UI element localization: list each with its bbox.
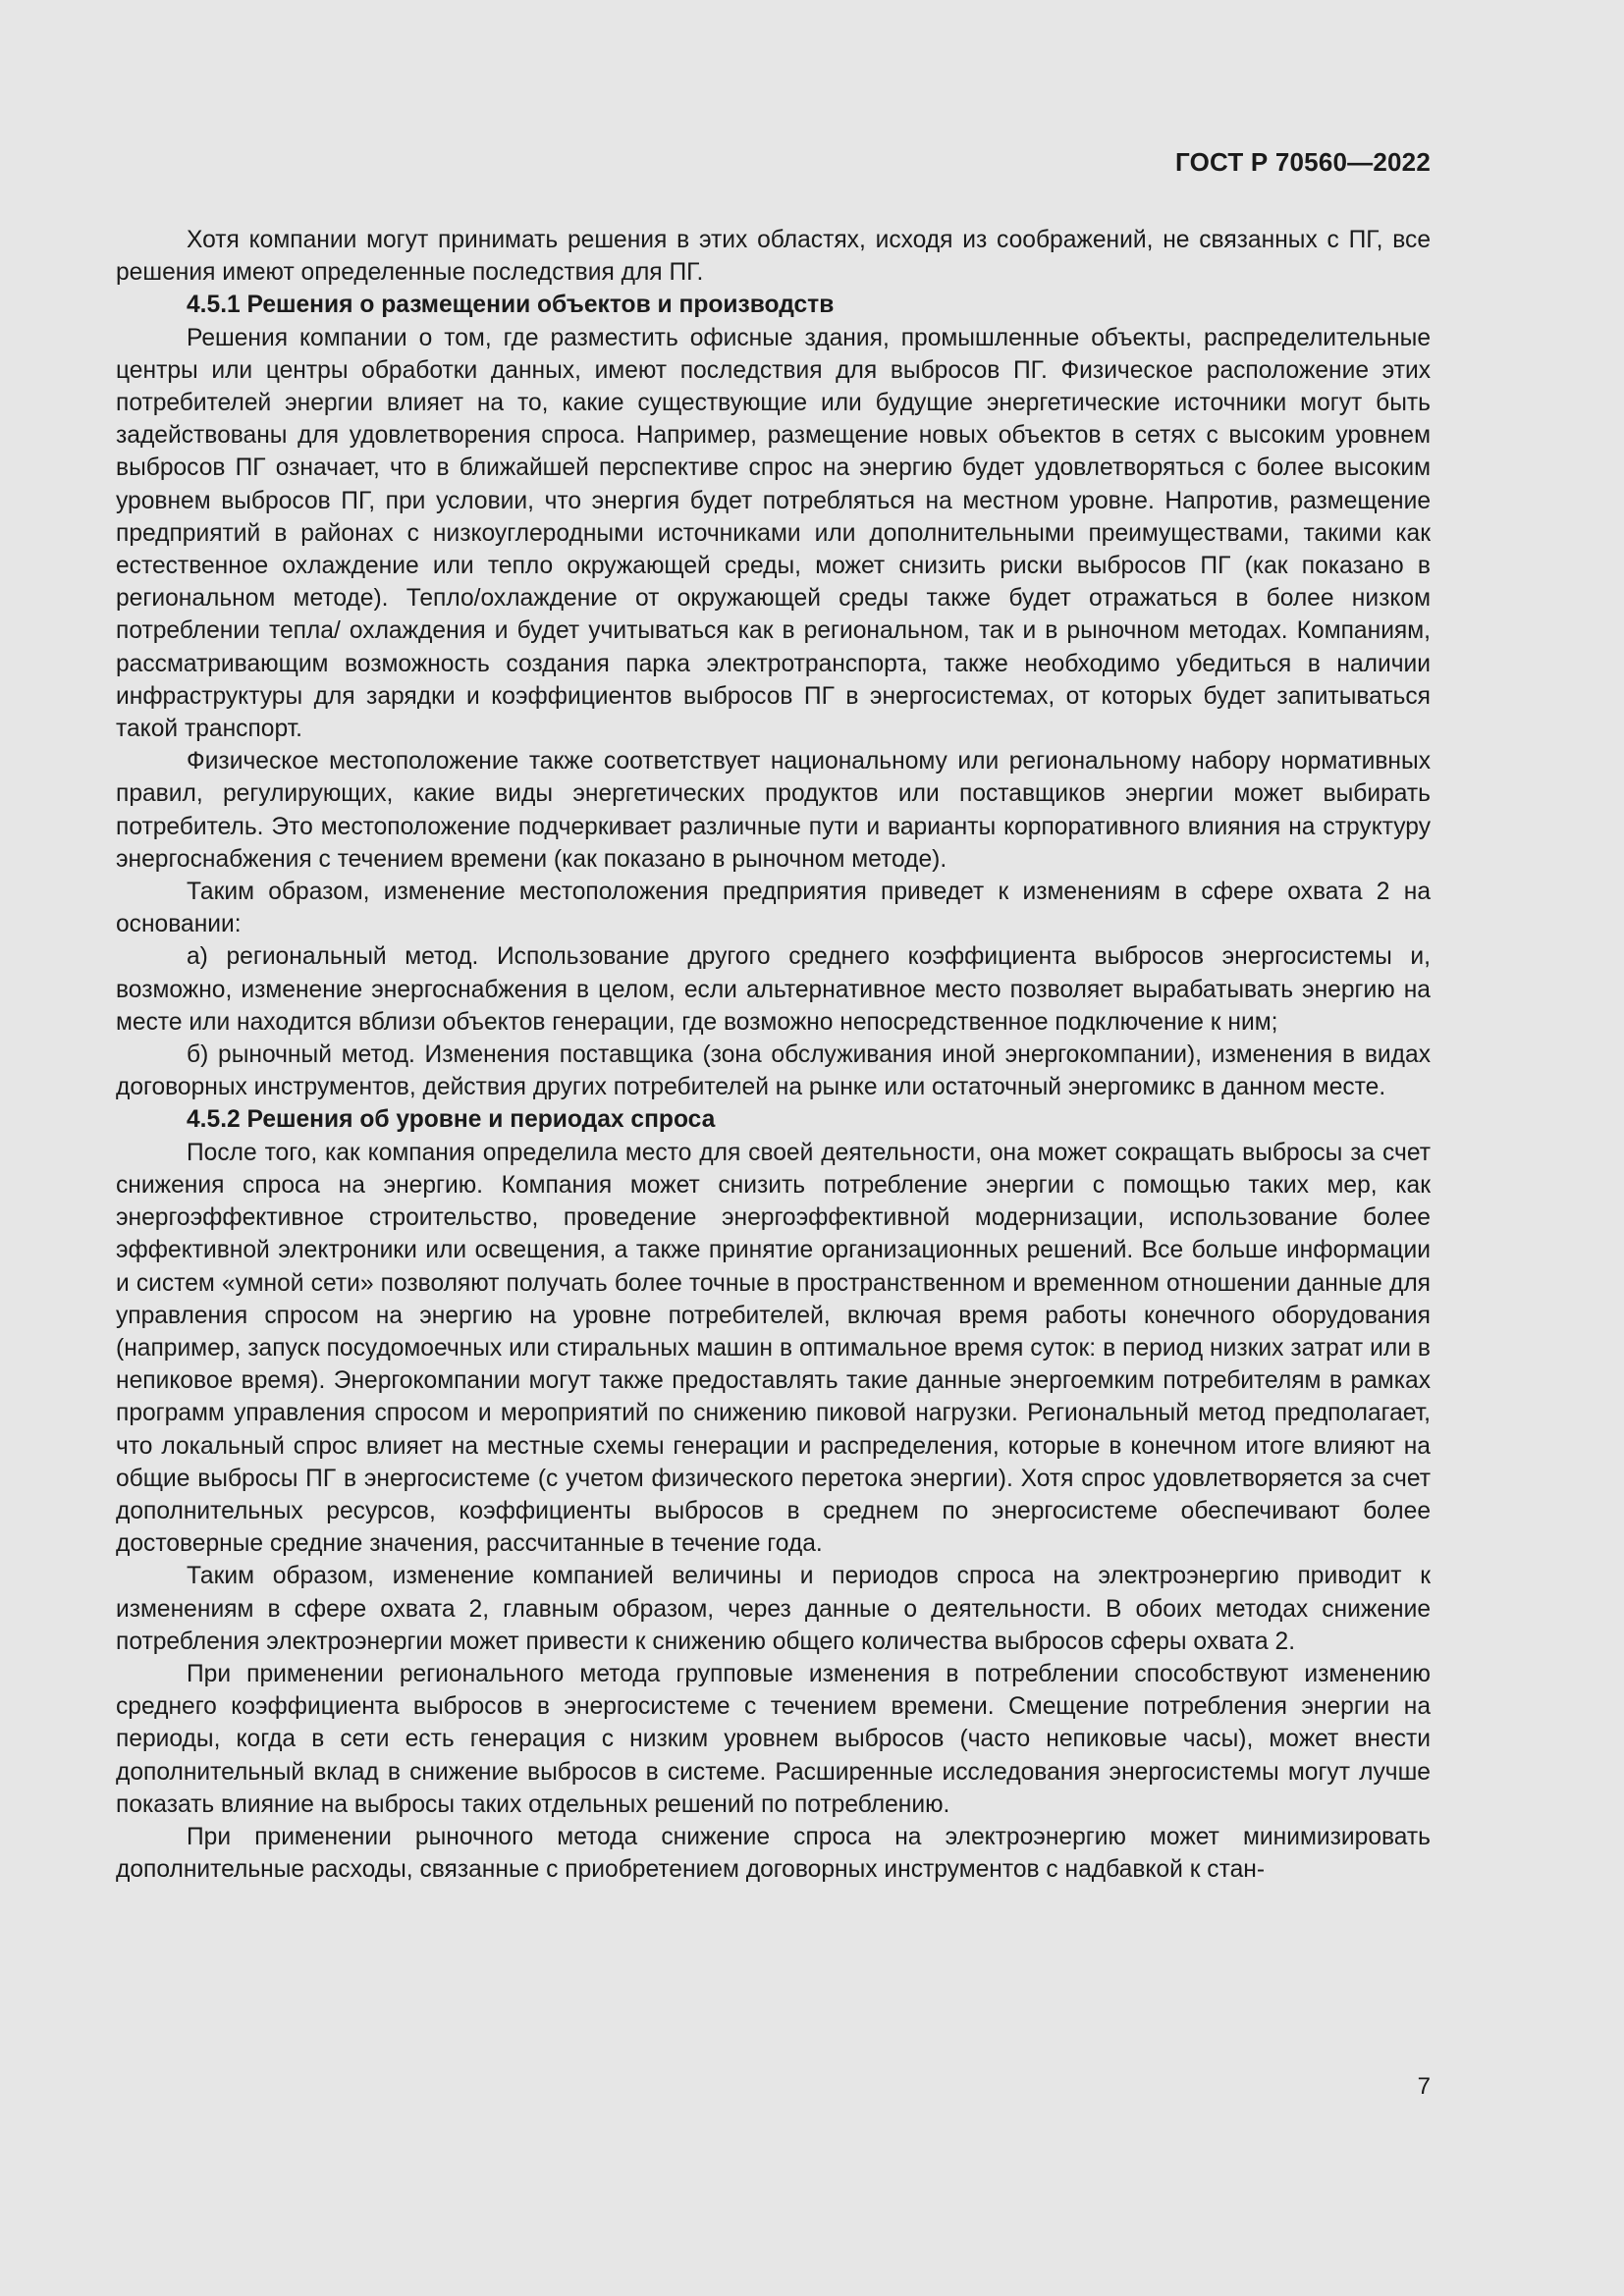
paragraph-regional-method-consumption: При применении регионального метода групповые изменения в потреблении способствуют изменению среднего коэффициента выбросов в энергосистеме с течением времени. Смещение потребления энергии на периоды, когда в сети есть генерация с низким уровнем выбросов (часто непиковые часы), может внести дополнительный вклад в снижение выбросов в системе. Расширенные исследования энергосистемы могут лучше показать влияние на выбросы таких отдельных решений по потреблению. [116,1660,1431,1818]
paragraph-intro: Хотя компании могут принимать решения в этих областях, исходя из соображений, не связанных с ПГ, все решения имеют определенные последствия для ПГ. [116,227,1431,287]
paragraph-location-decisions: Решения компании о том, где разместить офисные здания, промышленные объекты, распределительные центры или центры обработки данных, имеют последствия для выбросов ПГ. Физическое расположение этих потребителей энергии влияет на то, какие существующие или будущие энергетические источники могут быть задействованы для удовлетворения спроса. Например, размещение новых объектов в сетях с высоким уровнем выбросов ПГ означает, что в ближайшей перспективе спрос на энергию будет удовлетворяться с более высоким уровнем выбросов ПГ, при условии, что энергия будет потребляться на местном уровне. Напротив, размещение предприятий в районах с низкоуглеродными источниками или дополнительными преимуществами, такими как естественное охлаждение или тепло окружающей среды, может снизить риски выбросов ПГ (как показано в региональном методе). Тепло/охлаждение от окружающей среды также будет отражаться в более низком потреблении тепла/ охлаждения и будет учитываться как в региональном, так и в рыночном методах. Компаниям, рассматривающим возможность создания парка электротранспорта, также необходимо убедиться в наличии инфраструктуры для зарядки и коэффициентов выбросов ПГ в энергосистемах, от которых будет запитываться такой транспорт. [116,324,1431,743]
paragraph-demand-change-scope2: Таким образом, изменение компанией величины и периодов спроса на электроэнергию приводит к изменениям в сфере охвата 2, главным образом, через данные о деятельности. В обоих методах снижение потребления электроэнергии может привести к снижению общего количества выбросов сферы охвата 2. [116,1563,1431,1655]
paragraph-location-change: Таким образом, изменение местоположения предприятия приведет к изменениям в сфере охвата 2 на основании: [116,879,1431,938]
paragraph-physical-location: Физическое местоположение также соответствует национальному или региональному набору нормативных правил, регулирующих, какие виды энергетических продуктов или поставщиков энергии может выбирать потребитель. Это местоположение подчеркивает различные пути и варианты корпоративного влияния на структуру энергоснабжения с течением времени (как показано в рыночном методе). [116,748,1431,873]
page-number: 7 [1417,2073,1431,2100]
section-heading-4-5-1: 4.5.1 Решения о размещении объектов и производств [187,292,835,319]
document-body [116,224,1431,1886]
paragraph-market-method-demand: При применении рыночного метода снижение спроса на электроэнергию может минимизировать дополнительные расходы, связанные с приобретением договорных инструментов с надбавкой к стан- [116,1823,1431,1884]
paragraph-demand-reduction: После того, как компания определила место для своей деятельности, она может сокращать выбросы за счет снижения спроса на энергию. Компания может снизить потребление энергии с помощью таких мер, как энергоэффективное строительство, проведение энергоэффективной модернизации, использование более эффективной электроники или освещения, а также принятие организационных решений. Все больше информации и систем «умной сети» позволяют получать более точные в пространственном и временном отношении данные для управления спросом на энергию на уровне потребителей, включая время работы конечного оборудования (например, запуск посудомоечных или стиральных машин в оптимальное время суток: в период низких затрат или в непиковое время). Энергокомпании могут также предоставлять такие данные энергоемким потребителям в рамках программ управления спросом и мероприятий по снижению пиковой нагрузки. Региональный метод предполагает, что локальный спрос влияет на местные схемы генерации и распределения, которые в конечном итоге влияют на общие выбросы ПГ в энергосистеме (с учетом физического перетока энергии). Хотя спрос удовлетворяется за счет дополнительных ресурсов, коэффициенты выбросов в среднем по энергосистеме обеспечивают более достоверные средние значения, рассчитанные в течение года. [116,1139,1431,1558]
document-id-header: ГОСТ Р 70560—2022 [1175,147,1431,177]
section-heading-4-5-2: 4.5.2 Решения об уровне и периодах спроса [187,1106,716,1134]
list-item-a-regional-method: а) региональный метод. Использование другого среднего коэффициента выбросов энергосистемы и, возможно, изменение энергоснабжения в целом, если альтернативное место позволяет вырабатывать энергию на месте или находится вблизи объектов генерации, где возможно непосредственное подключение к ним; [116,943,1431,1036]
list-item-b-market-method: б) рыночный метод. Изменения поставщика (зона обслуживания иной энергокомпании), изменения в видах договорных инструментов, действия других потребителей на рынке или остаточный энергомикс в данном месте. [116,1041,1431,1101]
